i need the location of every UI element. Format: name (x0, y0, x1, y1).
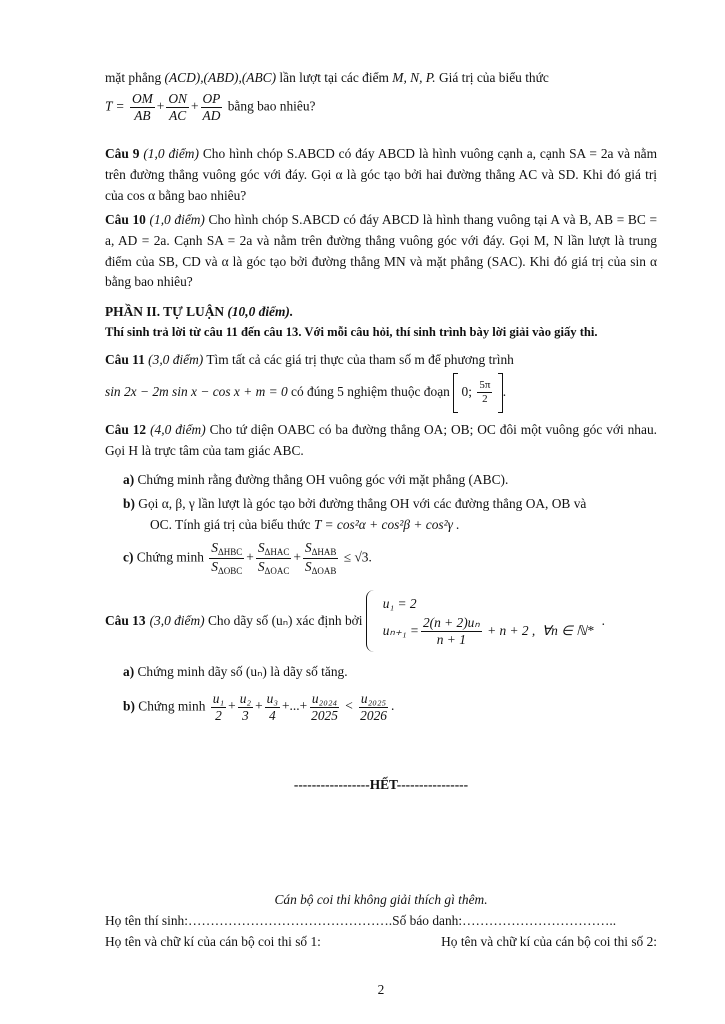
q13-a-text: Chứng minh dãy số (uₙ) là dãy số tăng. (134, 664, 348, 679)
q12-c-f2-num-sub: ΔHAC (264, 546, 290, 557)
question-12 (105, 420, 657, 576)
q12-c-f1-num: S (211, 539, 218, 555)
question-10 (105, 210, 657, 293)
q11-interval-left-bracket (453, 373, 458, 413)
q8-frac-2-den: AC (169, 107, 187, 123)
q12-c-f3-num-sub: ΔHAB (311, 546, 337, 557)
q12-b-label: b) (123, 496, 135, 512)
q12-c-rhs: ≤ √3. (343, 549, 372, 565)
q13-term-3-den: 4 (268, 707, 276, 723)
q12-part-c: c) Chứng minh $\frac{S_{\Delta HBC}}{S_{\Delta OBC}}$ + $\frac{S_{\Delta HAC}}{S_{\Delta OAC}}$ + $\frac{S_{\Delta HAB}}{S_{\Delta OAB}}$ ≤ √3. (123, 539, 372, 576)
footer (105, 890, 657, 952)
q13-term-4-den: 2025 (311, 707, 338, 723)
q13-less-than: < (341, 698, 357, 714)
q13-term-2-num: u₂ (238, 691, 253, 708)
question-11 (105, 350, 657, 413)
q12-part-b-line2 (105, 515, 657, 536)
q12-b-expr: T = cos²α + cos²β + cos²γ . (313, 517, 460, 533)
q12-points: (4,0 điểm) (150, 422, 206, 437)
q13-part-a (105, 662, 657, 683)
q12-c-label: c) (123, 549, 134, 565)
q8-text-c: Giá trị của biểu thức (438, 70, 549, 85)
q13-term-3-num: u₃ (265, 691, 280, 708)
q8-planes: (ACD),(ABD),(ABC) (164, 70, 277, 85)
footer-proctor-line (105, 932, 657, 953)
page-number-text: 2 (377, 982, 385, 997)
q10-points: (1,0 điểm) (149, 212, 205, 227)
part2-points: (10,0 điểm). (227, 304, 294, 319)
q8-points: M, N, P. (392, 70, 436, 85)
q12-c-frac-1 (209, 540, 244, 577)
q13-term-1-num: u₁ (211, 691, 226, 708)
q13-system (383, 594, 594, 648)
q13-points: (3,0 điểm) (149, 612, 205, 628)
q9-text: Cho hình chóp S.ABCD có đáy ABCD là hình vuông cạnh a, cạnh SA = 2a và nằm trên đường thẳng vuông góc với đáy. Gọi α là góc tạo bởi hai đường thẳng AC và SD. Khi đó giá trị của cos α bằng bao nhiêu? (105, 146, 657, 203)
q13-b-end: . (390, 698, 395, 714)
q13-rhs (358, 691, 389, 724)
q11-interval-num: 5π (477, 379, 492, 393)
q13-sys2-lhs: uₙ₊₁ = (382, 622, 419, 638)
q13-brace (366, 590, 377, 652)
q8-tail: bằng bao nhiêu? (227, 98, 316, 114)
q13-sys1: u₁ = 2 (382, 596, 417, 612)
q13-b-text: Chứng minh (134, 698, 209, 714)
q13-definition (105, 590, 657, 652)
q8-text-a: mặt phẳng (105, 70, 165, 85)
q11-text-b: có đúng 5 nghiệm thuộc đoạn (287, 383, 454, 399)
footer-proctor-2: Họ tên và chữ kí của cán bộ coi thi số 2: (441, 933, 657, 949)
q11-equation-line (105, 373, 657, 413)
q13-part-b (105, 691, 657, 724)
q11-end: . (502, 383, 507, 399)
q13-term-1 (211, 691, 226, 724)
q11-label: Câu 11 (105, 352, 145, 367)
q12-b-text2: OC. Tính giá trị của biểu thức (150, 517, 314, 533)
part2-title: PHẦN II. TỰ LUẬN (105, 304, 228, 319)
q13-b-label: b) (123, 698, 135, 714)
q13-sys2-tail: + n + 2 , ∀n ∈ ℕ* (483, 622, 594, 638)
q13-plus: + (255, 698, 263, 714)
q12-a-text: Chứng minh rằng đường thẳng OH vuông góc với mặt phẳng (ABC). (134, 471, 509, 487)
q13-rhs-num: u₂₀₂₅ (359, 691, 388, 708)
q13-sys2-num: 2(n + 2)uₙ (421, 615, 482, 632)
q13-sys-end: . (601, 612, 605, 628)
q12-b-text1: Gọi α, β, γ lần lượt là góc tạo bởi đường thẳng OH với các đường thẳng OA, OB và (134, 496, 587, 512)
part2-instruction: Thí sinh trả lời từ câu 11 đến câu 13. Với mỗi câu hỏi, thí sinh trình bày lời giải vào giấy thi. (105, 324, 598, 339)
q11-text-a: Tìm tất cả các giá trị thực của tham số m để phương trình (203, 352, 514, 367)
q13-sys2-den: n + 1 (436, 631, 466, 647)
q8-frac-1 (130, 91, 155, 124)
q13-a-label: a) (123, 664, 135, 679)
q10-label: Câu 10 (105, 212, 146, 227)
q12-text: Cho tứ diện OABC có ba đường thẳng OA; OB; OC đôi một vuông góc với nhau. Gọi H là trực tâm của tam giác ABC. (105, 422, 657, 458)
q8-formula: T = $\frac{OM}{AB}$ + $\frac{ON}{AC}$ + $\frac{OP}{AD}$ bằng bao nhiêu? (105, 90, 316, 123)
q12-c-f2-num: S (257, 539, 265, 555)
q11-equation: sin 2x − 2m sin x − cos x + m = 0 (105, 383, 288, 399)
q12-a-label: a) (123, 471, 135, 487)
q8-continuation (105, 68, 657, 124)
q13-term-3 (265, 691, 280, 724)
q13-plus: + (228, 698, 236, 714)
q13-term-2 (238, 691, 253, 724)
q12-c-frac-2 (256, 540, 292, 577)
question-9 (105, 144, 657, 206)
footer-note: Cán bộ coi thi không giải thích gì thêm. (274, 892, 488, 907)
q13-b-sum (209, 690, 395, 723)
end-mark-text: -----------------HẾT---------------- (293, 777, 469, 792)
q13-term-4-num: u₂₀₂₄ (310, 691, 339, 708)
q12-c-f2-den: S (257, 558, 265, 574)
footer-candidate-line: Họ tên thí sinh:……………………………………….Số báo danh:…………………………….. (105, 912, 617, 928)
q13-dots: +...+ (281, 698, 308, 714)
q8-frac-2-num: ON (166, 91, 189, 108)
q9-points: (1,0 điểm) (143, 146, 199, 161)
part-2-header (105, 302, 657, 342)
q12-c-f1-den: S (211, 558, 218, 574)
q8-frac-1-den: AB (134, 107, 151, 123)
q13-sys2-frac (421, 615, 482, 648)
q12-c-f1-num-sub: ΔHBC (217, 546, 243, 557)
q12-c-frac-3 (303, 540, 339, 577)
q12-c-f3-num: S (304, 539, 312, 555)
footer-proctor-1: Họ tên và chữ kí của cán bộ coi thi số 1: (105, 933, 321, 949)
q11-interval-left: 0; (461, 383, 472, 399)
q8-frac-1-num: OM (130, 91, 155, 108)
q10-text: Cho hình chóp S.ABCD có đáy ABCD là hình thang vuông tại A và B, AB = BC = a, AD = 2a. Cạnh SA = 2a và nằm trên đường thẳng vuông góc với đáy. Gọi M, N lần lượt là trung điểm của SB, CD và α là góc tạo bởi đường thẳng MN và mặt phẳng (SAC). Khi đó giá trị của sin α bằng bao nhiêu? (105, 212, 657, 290)
q13-term-4 (309, 691, 340, 724)
q13-rhs-den: 2026 (360, 707, 387, 723)
q11-points: (3,0 điểm) (148, 352, 204, 367)
q12-c-text: Chứng minh (133, 549, 208, 565)
q13-text: Cho dãy số (uₙ) xác định bởi (204, 612, 366, 628)
q12-c-f3-den: S (304, 558, 312, 574)
q12-c-f2-den-sub: ΔOAC (264, 565, 290, 576)
q13-term-1-den: 2 (215, 707, 222, 723)
q12-part-b (105, 494, 657, 515)
q8-frac-3-num: OP (201, 91, 223, 108)
q13-label: Câu 13 (105, 612, 146, 628)
q12-label: Câu 12 (105, 422, 147, 437)
question-13 (105, 590, 657, 724)
end-mark (105, 775, 657, 796)
q8-frac-3-den: AD (202, 107, 221, 123)
q11-interval-den: 2 (482, 393, 488, 406)
q8-frac-3 (201, 91, 223, 124)
q8-text-b: lần lượt tại các điểm (279, 70, 393, 85)
q8-frac-2 (166, 91, 189, 124)
q12-part-a (105, 470, 657, 491)
q8-T-lhs: T = (105, 98, 125, 114)
q12-c-f1-den-sub: ΔOBC (217, 565, 243, 576)
q13-term-2-den: 3 (242, 707, 249, 723)
q11-interval-frac (477, 379, 492, 406)
q9-label: Câu 9 (105, 146, 140, 161)
page-number (105, 980, 657, 1001)
q12-c-f3-den-sub: ΔOAB (311, 565, 337, 576)
